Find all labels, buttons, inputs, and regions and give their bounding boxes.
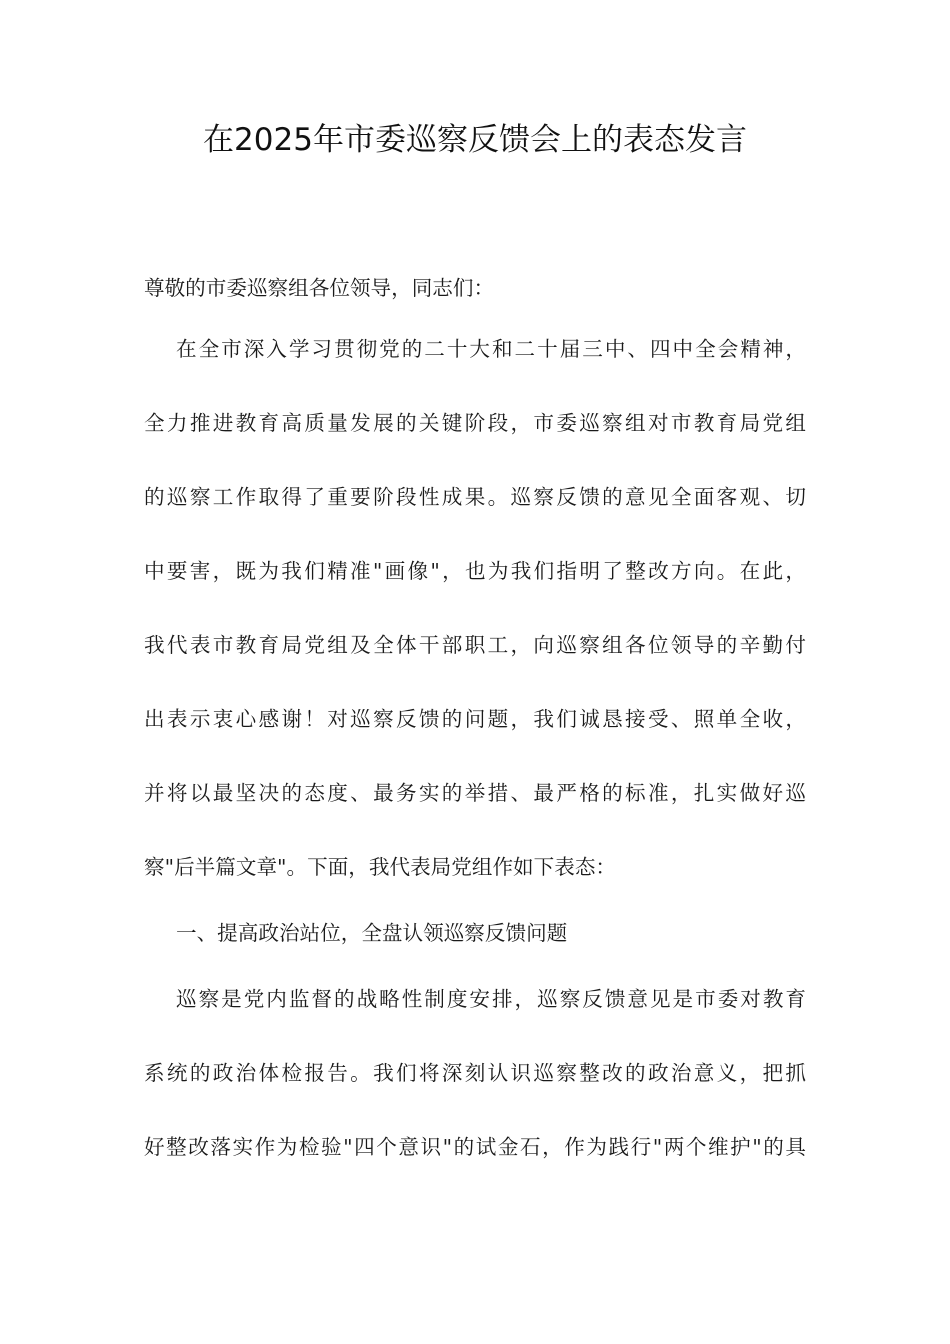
paragraph-2-line-3: 好整改落实作为检验"四个意识"的试金石，作为践行"两个维护"的具: [144, 1135, 806, 1159]
paragraph-1-line-2: 全力推进教育高质量发展的关键阶段，市委巡察组对市教育局党组: [144, 411, 806, 435]
paragraph-1-line-5: 我代表市教育局党组及全体干部职工，向巡察组各位领导的辛勤付: [144, 633, 806, 657]
paragraph-2-line-2: 系统的政治体检报告。我们将深刻认识巡察整改的政治意义，把抓: [144, 1061, 806, 1085]
document-title: 在2025年市委巡察反馈会上的表态发言: [203, 122, 747, 158]
paragraph-1-line-4: 中要害，既为我们精准"画像"，也为我们指明了整改方向。在此，: [144, 559, 806, 583]
salutation: 尊敬的市委巡察组各位领导，同志们：: [144, 276, 495, 300]
paragraph-2-line-1: 巡察是党内监督的战略性制度安排，巡察反馈意见是市委对教育: [176, 987, 806, 1011]
paragraph-1-line-3: 的巡察工作取得了重要阶段性成果。巡察反馈的意见全面客观、切: [144, 485, 806, 509]
paragraph-1-line-6: 出表示衷心感谢！对巡察反馈的问题，我们诚恳接受、照单全收，: [144, 707, 806, 731]
paragraph-1-line-7: 并将以最坚决的态度、最务实的举措、最严格的标准，扎实做好巡: [144, 781, 806, 805]
paragraph-1-line-1: 在全市深入学习贯彻党的二十大和二十届三中、四中全会精神，: [176, 337, 806, 361]
paragraph-1-line-8: 察"后半篇文章"。下面，我代表局党组作如下表态：: [144, 855, 617, 879]
section-heading-1: 一、提高政治站位，全盘认领巡察反馈问题: [176, 921, 568, 945]
